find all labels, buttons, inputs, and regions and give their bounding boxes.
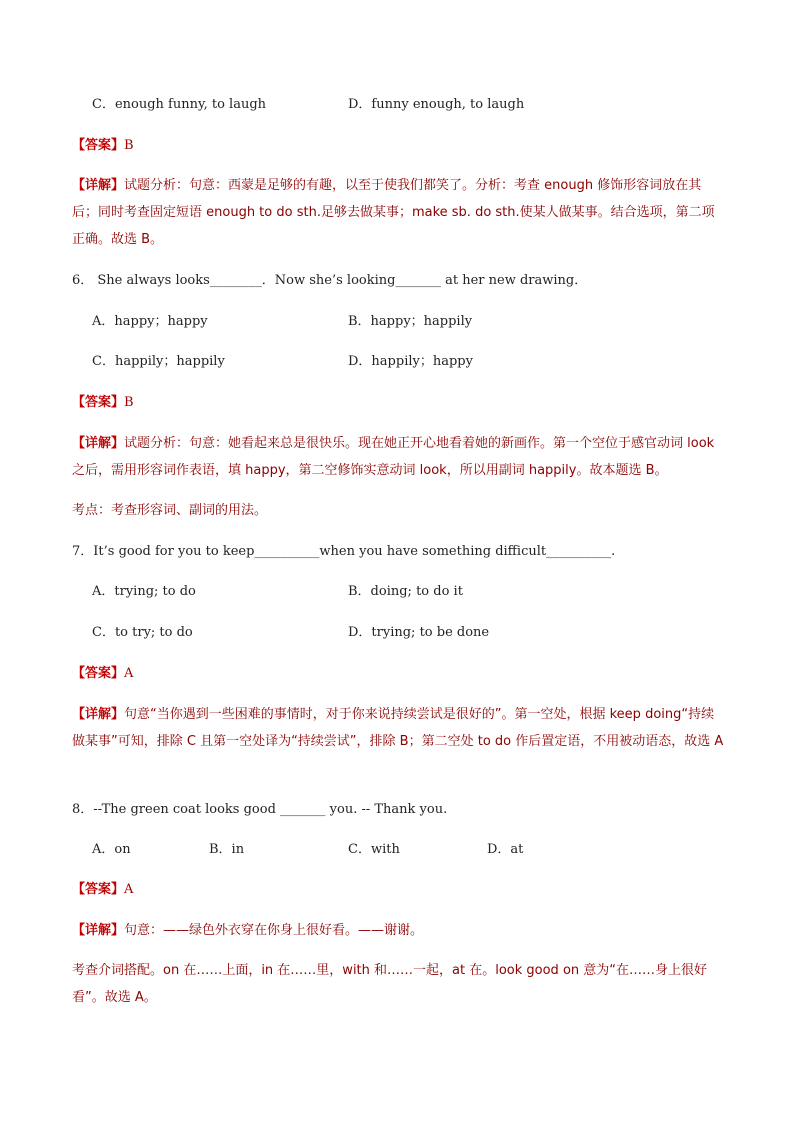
q7-option-d: D．trying; to be done xyxy=(348,625,490,640)
q6-kaodian: 考点：考查形容词、副词的用法。 xyxy=(72,503,268,518)
answer-value: A xyxy=(124,666,134,681)
answer-label: 【答案】 xyxy=(72,882,125,897)
q8-option-c: C．with xyxy=(348,842,400,857)
answer-label: 【答案】 xyxy=(72,395,125,410)
q8-option-d: D．at xyxy=(487,842,524,857)
q8-option-a: A．on xyxy=(92,842,131,857)
answer-value: B xyxy=(124,395,134,410)
q7-option-b: B．doing; to do it xyxy=(348,584,463,599)
detail-label: 【详解】 xyxy=(72,436,125,451)
detail-label: 【详解】 xyxy=(72,707,125,722)
detail-text: 句意“当你遇到一些困难的事情时，对于你来说持续尝试是很好的”。第一空处，根据 keep doing“持续做某事”可知，排除 C 且第一空处译为“持续尝试”，排除 B；第二空处 to do 作后置定语，不用被动语态，故选 A xyxy=(72,707,724,749)
q7-option-c: C．to try; to do xyxy=(92,625,193,640)
answer-label: 【答案】 xyxy=(72,138,125,153)
detail-label: 【详解】 xyxy=(72,923,125,938)
q6-option-d: D．happily；happy xyxy=(348,354,473,369)
q6-option-a: A．happy；happy xyxy=(92,314,208,329)
q8-option-b: B．in xyxy=(209,842,245,857)
q5-answer xyxy=(72,138,134,154)
q7-answer xyxy=(72,666,133,682)
answer-value: B xyxy=(124,138,134,153)
answer-value: A xyxy=(124,882,134,897)
q6-option-c: C．happily；happily xyxy=(92,354,225,369)
q8-answer xyxy=(72,882,133,898)
detail-text: 句意：——绿色外衣穿在你身上很好看。——谢谢。 xyxy=(124,923,424,938)
q8-detail xyxy=(72,923,423,939)
detail-text: 试题分析：句意：西蒙是足够的有趣，以至于使我们都笑了。分析：考查 enough 修饰形容词放在其后；同时考查固定短语 enough to do sth.足够去做某事；make sb. do sth.使某人做某事。结合选项，第二项正确。故选 B。 xyxy=(72,178,715,247)
q7-option-a: A．trying; to do xyxy=(92,584,196,599)
q5-detail xyxy=(72,172,724,253)
answer-label: 【答案】 xyxy=(72,666,125,681)
detail-label: 【详解】 xyxy=(72,178,125,193)
q7-stem: 7．It’s good for you to keep__________when you have something difficult__________. xyxy=(72,544,616,559)
q6-stem: 6． She always looks________．Now she’s looking_______ at her new drawing． xyxy=(72,273,588,288)
q7-detail xyxy=(72,701,724,755)
q5-option-c: C．enough funny, to laugh xyxy=(92,97,267,112)
q6-detail xyxy=(72,430,724,484)
q8-extra: 考查介词搭配。on 在……上面，in 在……里，with 和……一起，at 在。look good on 意为“在……身上很好看”。故选 A。 xyxy=(72,963,708,1005)
detail-text: 试题分析：句意：她看起来总是很快乐。现在她正开心地看着她的新画作。第一个空位于感官动词 look 之后，需用形容词作表语，填 happy，第二空修饰实意动词 look，所以用副词 happily。故本题选 B。 xyxy=(72,436,715,478)
q5-option-d: D．funny enough, to laugh xyxy=(348,97,525,112)
q8-stem: 8．--The green coat looks good _______ you. -- Thank you. xyxy=(72,802,448,817)
q6-answer xyxy=(72,395,134,411)
q6-option-b: B．happy；happily xyxy=(348,314,473,329)
